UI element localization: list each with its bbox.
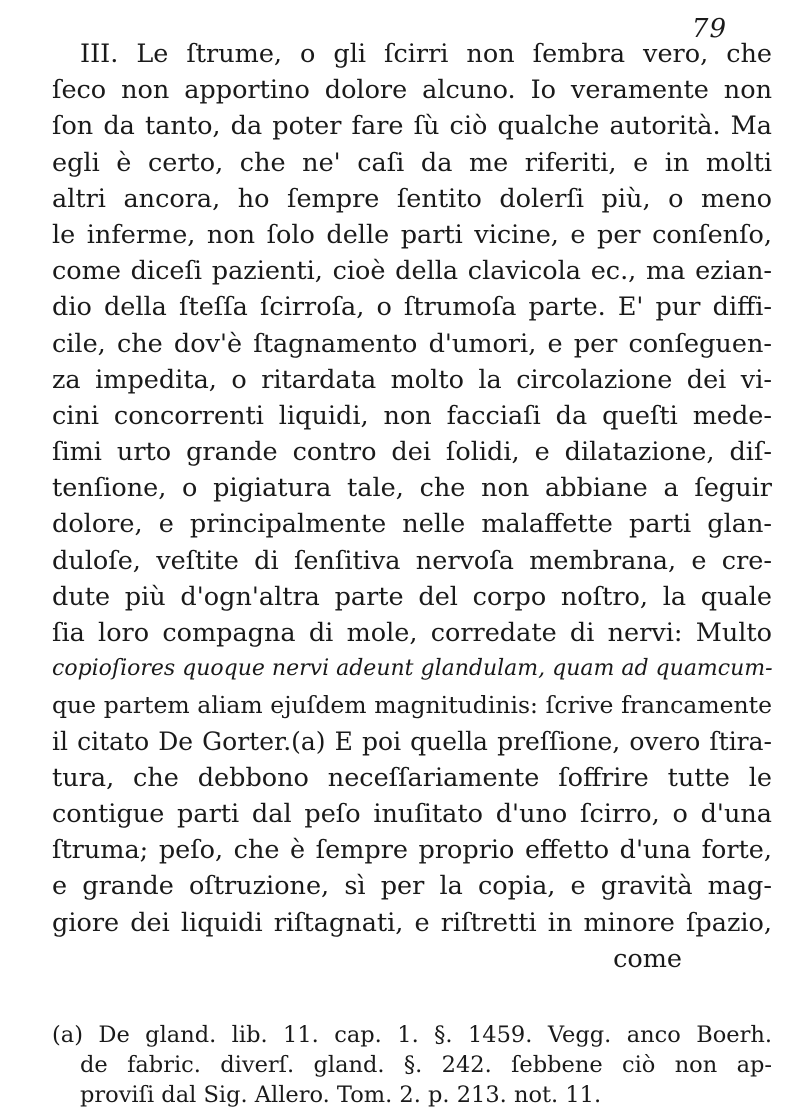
footnote-line: (a) De gland. lib. 11. cap. 1. §. 1459. Vegg. anco Boerh. — [52, 1022, 772, 1048]
text-line: ſtruma; peſo, che è ſempre proprio effetto d'una forte, — [52, 835, 772, 866]
text-line: dolore, e principalmente nelle malaffette parti glan- — [52, 509, 772, 540]
catchword: come — [613, 943, 682, 974]
text-line: ſon da tanto, da poter fare ſù ciò qualche autorità. Ma — [52, 111, 772, 142]
text-line: duloſe, veſtite di ſenſitiva nervoſa membrana, e cre- — [52, 545, 772, 576]
text-line: tura, che debbono neceſſariamente ſoffrire tutte le — [52, 762, 772, 793]
text-line: ſia loro compagna di mole, corredate di nervi: Multo — [52, 618, 772, 648]
text-line: egli è certo, che ne' caſi da me riferiti, e in molti — [52, 147, 772, 178]
text-line: que partem aliam ejuſdem magnitudinis: ſcrive francamente — [52, 691, 772, 720]
footnote-line: de fabric. diverſ. gland. §. 242. ſebbene ciò non ap- — [80, 1052, 772, 1078]
footnote — [52, 1020, 772, 1110]
main-text — [52, 36, 772, 977]
text-line: contigue parti dal peſo inuſitato d'uno ſcirro, o d'una — [52, 798, 772, 829]
footnote-line: proviſi dal Sig. Allero. Tom. 2. p. 213. not. 11. — [80, 1082, 602, 1108]
text-line: tenſione, o pigiatura tale, che non abbiane a ſeguir — [52, 473, 772, 504]
text-line: cile, che dov'è ſtagnamento d'umori, e per conſeguen- — [52, 328, 772, 359]
text-line: giore dei liquidi riſtagnati, e riſtretti in minore ſpazio, — [52, 907, 772, 938]
text-line: III. Le ſtrume, o gli ſcirri non ſembra vero, che — [80, 39, 772, 69]
text-line: dute più d'ogn'altra parte del corpo noſtro, la quale — [52, 581, 772, 612]
text-line: come diceſi pazienti, cioè della clavicola ec., ma ezian- — [52, 256, 772, 287]
text-line: il citato De Gorter.(a) E poi quella preſſione, overo ſtira- — [52, 726, 772, 756]
text-line: dio della ſteſſa ſcirroſa, o ſtrumoſa parte. E' pur diffi- — [52, 292, 772, 323]
text-line: le inferme, non ſolo delle parti vicine, e per conſenſo, — [52, 219, 772, 250]
text-line: altri ancora, ho ſempre ſentito dolerſi più, o meno — [52, 183, 772, 214]
text-line: e grande oſtruzione, sì per la copia, e gravità mag- — [52, 871, 772, 902]
latin-quote-line: copioſiores quoque nervi adeunt glandulam, quam ad quamcum- — [52, 656, 773, 682]
text-line: za impedita, o ritardata molto la circolazione dei vi- — [52, 364, 772, 395]
text-line: ſimi urto grande contro dei ſolidi, e dilatazione, diſ- — [52, 437, 772, 468]
text-line: cini concorrenti liquidi, non facciaſi da queſti mede- — [52, 400, 772, 431]
page-number: 79 — [691, 14, 727, 44]
text-line: ſeco non apportino dolore alcuno. Io veramente non — [52, 75, 772, 106]
